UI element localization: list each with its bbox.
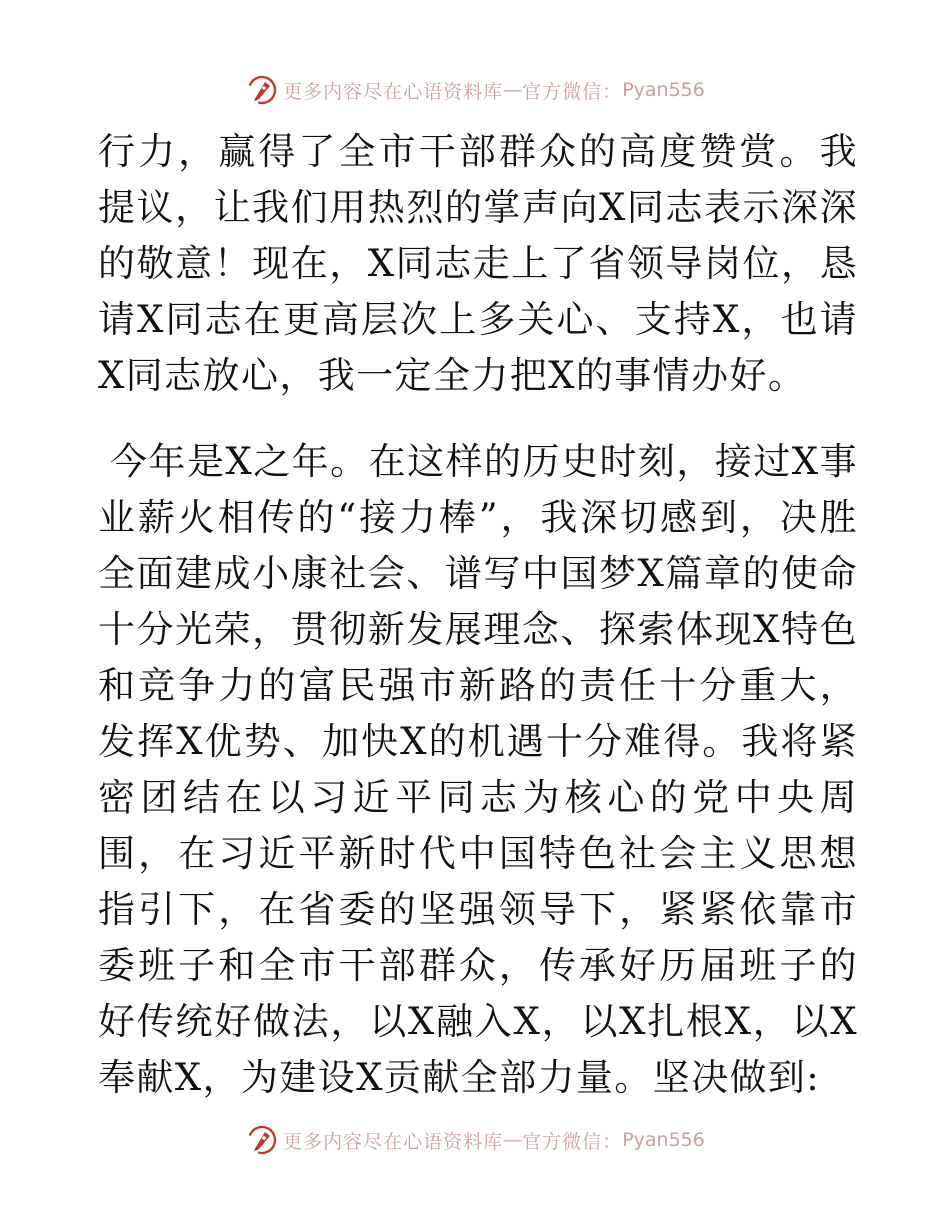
- document-body: [98, 124, 858, 1106]
- footer-watermark: [0, 1120, 950, 1160]
- watermark-handle: Pyan556: [622, 79, 705, 101]
- watermark-separator: —: [503, 79, 523, 101]
- watermark-handle: Pyan556: [622, 1129, 705, 1151]
- watermark-brand: 更多内容尽在心语资料库: [283, 80, 504, 103]
- watermark-wechat-label: 官方微信：: [522, 1130, 623, 1153]
- watermark-separator: —: [503, 1129, 523, 1151]
- header-watermark: [0, 70, 950, 110]
- pen-nib-logo-icon: [245, 73, 279, 107]
- watermark-wechat-label: 官方微信：: [522, 80, 623, 103]
- pen-nib-logo-icon: [245, 1123, 279, 1157]
- paragraph-2: 今年是X之年。在这样的历史时刻，接过X事业薪火相传的“接力棒”，我深切感到，决胜全面建成小康社会、谱写中国梦X篇章的使命十分光荣，贯彻新发展理念、探索体现X特色和竞争力的富民强市新路的责任十分重大，发挥X优势、加快X的机遇十分难得。我将紧密团结在以习近平同志为核心的党中央周围，在习近平新时代中国特色社会主义思想指引下，在省委的坚强领导下，紧紧依靠市委班子和全市干部群众，传承好历届班子的好传统好做法，以X融入X，以X扎根X，以X奉献X，为建设X贡献全部力量。坚决做到:: [98, 440, 858, 1099]
- paragraph-1: 行力，赢得了全市干部群众的高度赞赏。我提议，让我们用热烈的掌声向X同志表示深深的敬意！现在，X同志走上了省领导岗位，恳请X同志在更高层次上多关心、支持X，也请X同志放心，我一定全力把X的事情办好。: [98, 130, 858, 397]
- watermark-brand: 更多内容尽在心语资料库: [283, 1130, 504, 1153]
